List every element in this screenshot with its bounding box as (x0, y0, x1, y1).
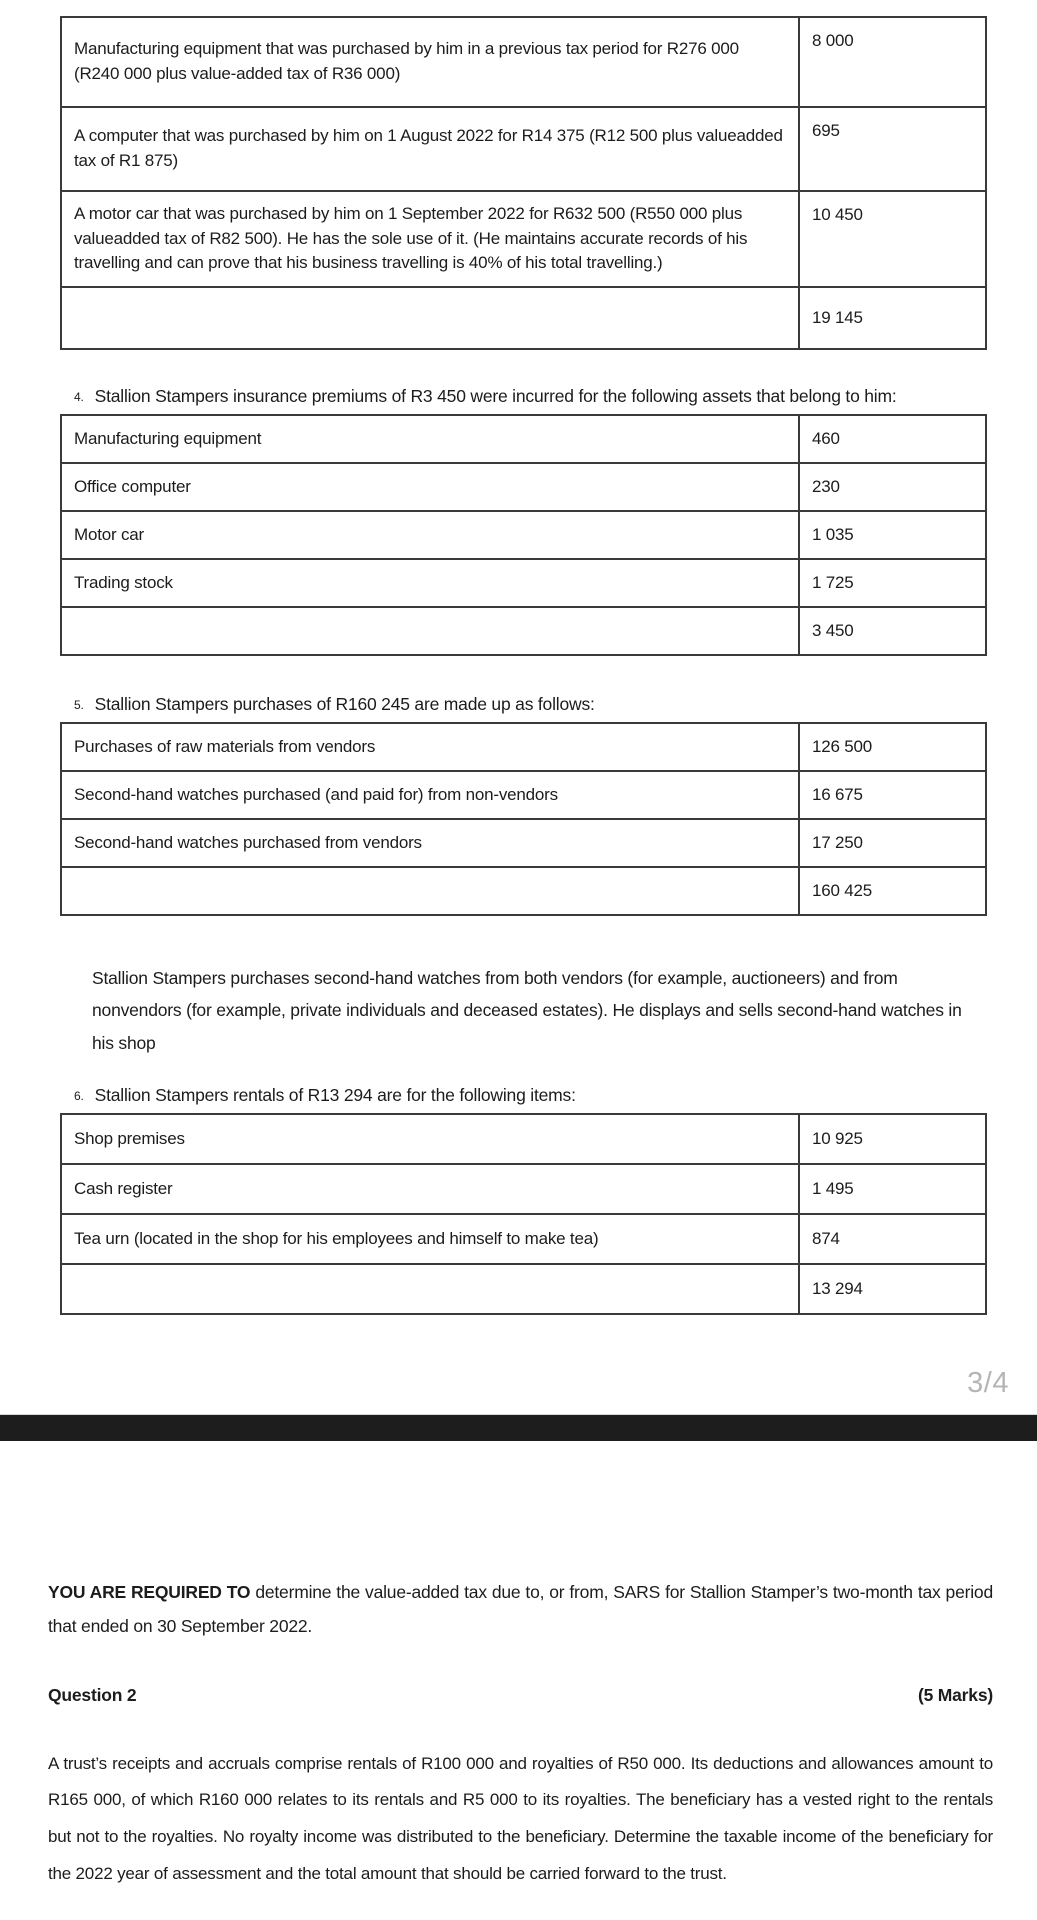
cell-label: Second-hand watches purchased from vendors (61, 819, 799, 867)
table-row (61, 107, 986, 191)
cell-value: 160 425 (799, 867, 986, 915)
question-2-header (48, 1685, 993, 1706)
item-4-heading (74, 386, 985, 407)
required-lead: YOU ARE REQUIRED TO (48, 1581, 251, 1602)
table-row (61, 17, 986, 107)
question-2-marks: (5 Marks) (917, 1684, 993, 1705)
heading-text: Stallion Stampers rentals of R13 294 are for the following items: (94, 1085, 576, 1106)
table-row (61, 771, 986, 819)
cell-label: Office computer (61, 463, 799, 511)
cell-value: 13 294 (799, 1264, 986, 1314)
cell-value: 1 035 (799, 511, 986, 559)
cell-value: 3 450 (799, 607, 986, 655)
question-2-title: Question 2 (48, 1684, 137, 1705)
cell-value: 1 495 (799, 1164, 986, 1214)
cell-value: 16 675 (799, 771, 986, 819)
item-5-heading (74, 694, 985, 715)
table-row (61, 559, 986, 607)
cell-value: 10 450 (799, 191, 986, 287)
cell-label: Motor car (61, 511, 799, 559)
cell-value: 460 (799, 415, 986, 463)
cell-value: 19 145 (799, 287, 986, 349)
cell-value: 8 000 (799, 17, 986, 107)
item-number: 4. (74, 390, 84, 404)
page-4-content (0, 1441, 1037, 1892)
watches-note: Stallion Stampers purchases second-hand watches from both vendors (for example, auctioneers) and from nonvendors (for example, private individuals and deceased estates). He displays and sells second-hand watches in his shop (92, 968, 962, 1053)
cell-label: Second-hand watches purchased (and paid for) from non-vendors (61, 771, 799, 819)
purchases-table (60, 722, 987, 916)
continuation-table (60, 16, 987, 350)
cell-value: 126 500 (799, 723, 986, 771)
required-statement (48, 1575, 993, 1643)
table-row (61, 191, 986, 287)
required-text: determine the value-added tax due to, or from, SARS for Stallion Stamper’s two-month tax period that ended on 30 September 2022. (48, 1581, 993, 1636)
cell-label (61, 607, 799, 655)
table-row (61, 1214, 986, 1264)
table-row (61, 819, 986, 867)
table-row (61, 1164, 986, 1214)
table-row (61, 511, 986, 559)
table-total-row (61, 867, 986, 915)
rentals-table (60, 1113, 987, 1315)
item-6-heading (74, 1085, 985, 1106)
cell-value: 10 925 (799, 1114, 986, 1164)
table-row (61, 463, 986, 511)
cell-label: Manufacturing equipment that was purchased by him in a previous tax period for R276 000 (R240 000 plus value-added tax of R36 000) (61, 17, 799, 107)
cell-value: 1 725 (799, 559, 986, 607)
cell-value: 230 (799, 463, 986, 511)
table-row (61, 415, 986, 463)
cell-value: 17 250 (799, 819, 986, 867)
cell-value: 695 (799, 107, 986, 191)
cell-label: Trading stock (61, 559, 799, 607)
cell-label: Shop premises (61, 1114, 799, 1164)
cell-value: 874 (799, 1214, 986, 1264)
heading-text: Stallion Stampers insurance premiums of R3 450 were incurred for the following assets that belong to him: (94, 386, 897, 406)
item-number: 6. (74, 1089, 84, 1104)
cell-label: Tea urn (located in the shop for his employees and himself to make tea) (61, 1214, 799, 1264)
cell-label: Manufacturing equipment (61, 415, 799, 463)
cell-label (61, 867, 799, 915)
page-separator-bar (0, 1414, 1037, 1441)
cell-label (61, 287, 799, 349)
heading-text: Stallion Stampers purchases of R160 245 are made up as follows: (94, 694, 595, 714)
cell-label: A motor car that was purchased by him on 1 September 2022 for R632 500 (R550 000 plus valueadded tax of R82 500). He has the sole use of it. (He maintains accurate records of his travelling and can prove that his business travelling is 40% of his total travelling.) (61, 191, 799, 287)
table-total-row (61, 287, 986, 349)
insurance-premiums-table (60, 414, 987, 656)
cell-label: Purchases of raw materials from vendors (61, 723, 799, 771)
page-number-indicator: 3/4 (967, 1367, 1009, 1400)
cell-label (61, 1264, 799, 1314)
item-number: 5. (74, 698, 84, 712)
table-row (61, 1114, 986, 1164)
table-total-row (61, 607, 986, 655)
question-2-body: A trust’s receipts and accruals comprise rentals of R100 000 and royalties of R50 000. Its deductions and allowances amount to R165 000, of which R160 000 relates to its rentals and R5 000 to its royalties. The beneficiary has a vested right to the rentals but not to the royalties. No royalty income was distributed to the beneficiary. Determine the taxable income of the beneficiary for the 2022 year of assessment and the total amount that should be carried forward to the trust. (48, 1753, 993, 1883)
table-total-row (61, 1264, 986, 1314)
cell-label: A computer that was purchased by him on 1 August 2022 for R14 375 (R12 500 plus valueadded tax of R1 875) (61, 107, 799, 191)
cell-label: Cash register (61, 1164, 799, 1214)
table-row (61, 723, 986, 771)
